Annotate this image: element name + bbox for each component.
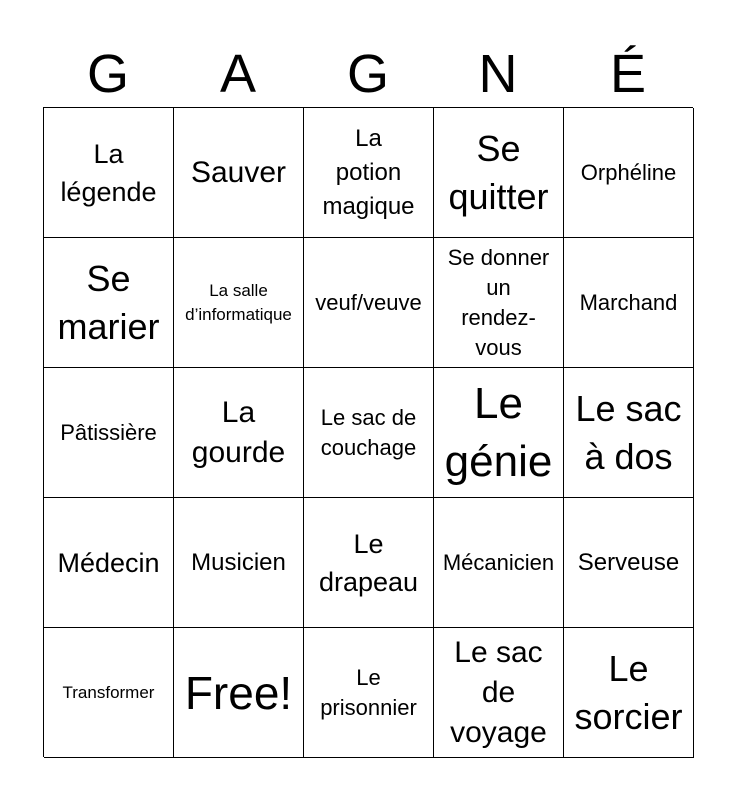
bingo-cell[interactable]: Se quitter bbox=[434, 108, 564, 238]
bingo-cell[interactable]: Transformer bbox=[44, 628, 174, 758]
header-letter: A bbox=[219, 44, 257, 104]
bingo-cell[interactable]: La légende bbox=[44, 108, 174, 238]
header-letter: N bbox=[478, 44, 518, 104]
bingo-cell[interactable]: Musicien bbox=[174, 498, 304, 628]
bingo-cell[interactable]: Mécanicien bbox=[434, 498, 564, 628]
bingo-grid bbox=[43, 107, 693, 757]
header-letter: É bbox=[609, 44, 647, 104]
bingo-cell[interactable]: Le génie bbox=[434, 368, 564, 498]
bingo-cell[interactable]: La gourde bbox=[174, 368, 304, 498]
bingo-cell[interactable]: veuf/veuve bbox=[304, 238, 434, 368]
bingo-header bbox=[43, 40, 693, 108]
bingo-cell[interactable]: Se donner un rendez- vous bbox=[434, 238, 564, 368]
bingo-cell[interactable]: La potion magique bbox=[304, 108, 434, 238]
bingo-cell[interactable]: Le prisonnier bbox=[304, 628, 434, 758]
bingo-cell[interactable]: Le sac à dos bbox=[564, 368, 694, 498]
bingo-cell[interactable]: Le sorcier bbox=[564, 628, 694, 758]
bingo-cell[interactable]: Pâtissière bbox=[44, 368, 174, 498]
bingo-cell[interactable]: Orphéline bbox=[564, 108, 694, 238]
header-letter: G bbox=[86, 44, 129, 104]
bingo-cell[interactable]: Marchand bbox=[564, 238, 694, 368]
bingo-cell[interactable]: Le sac de voyage bbox=[434, 628, 564, 758]
bingo-cell[interactable]: Médecin bbox=[44, 498, 174, 628]
bingo-cell[interactable]: Sauver bbox=[174, 108, 304, 238]
bingo-cell[interactable]: Serveuse bbox=[564, 498, 694, 628]
bingo-cell[interactable]: La salle d’informatique bbox=[174, 238, 304, 368]
bingo-cell[interactable]: Se marier bbox=[44, 238, 174, 368]
bingo-cell[interactable]: Le sac de couchage bbox=[304, 368, 434, 498]
header-letter: G bbox=[346, 44, 389, 104]
free-space[interactable]: Free! bbox=[174, 628, 304, 758]
bingo-cell[interactable]: Le drapeau bbox=[304, 498, 434, 628]
